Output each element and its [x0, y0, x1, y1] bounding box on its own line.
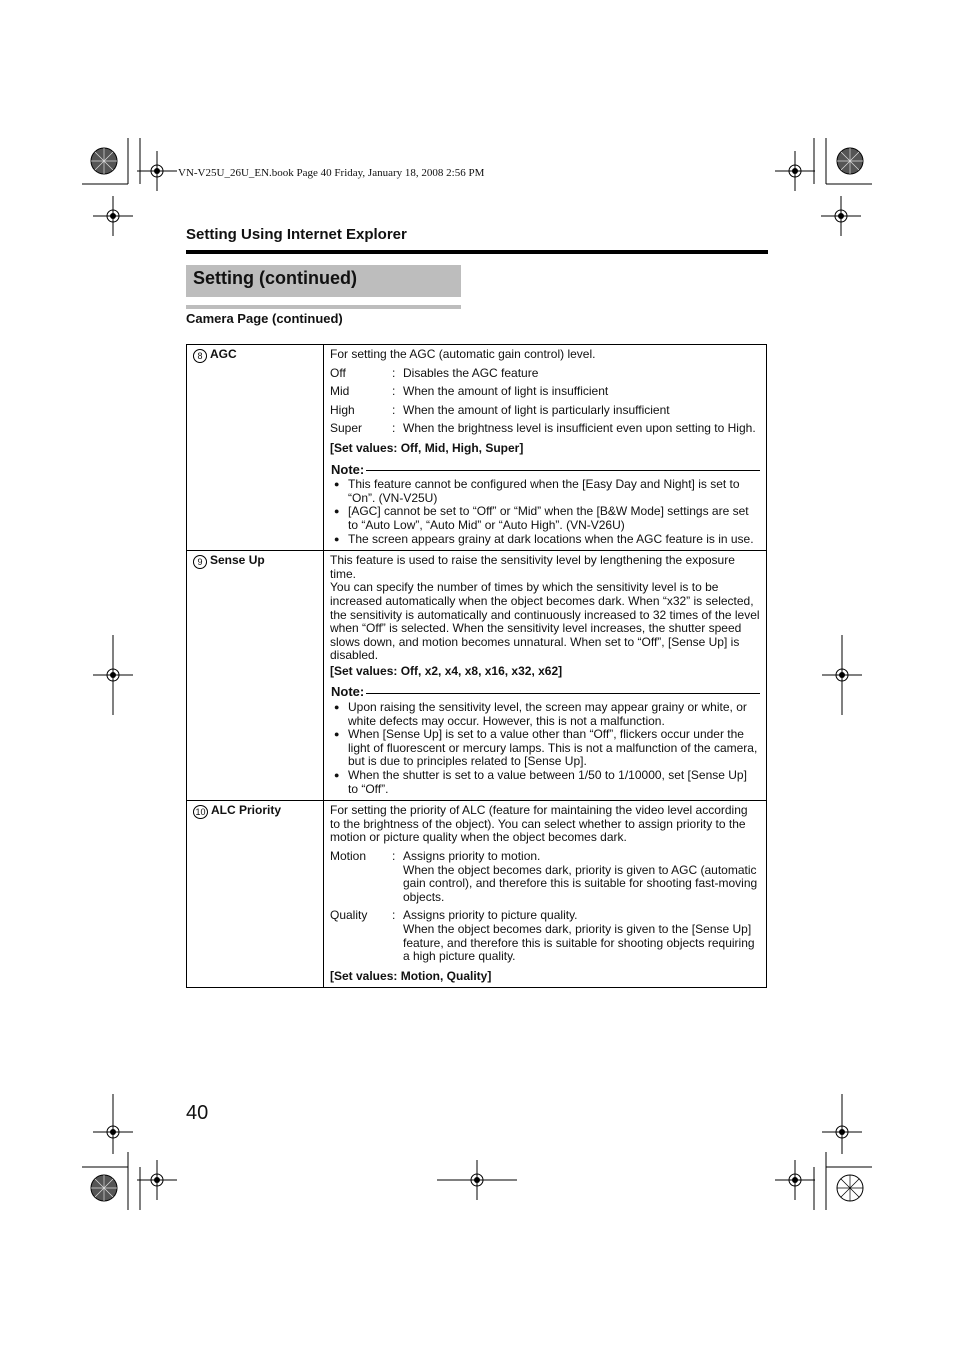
- item-number-badge: 8: [193, 349, 207, 363]
- table-row: [187, 551, 767, 801]
- book-info-line: VN-V25U_26U_EN.book Page 40 Friday, January 18, 2008 2:56 PM: [178, 167, 485, 179]
- title-underline: [186, 305, 461, 309]
- row-intro: This feature is used to raise the sensitivity level by lengthening the exposure time.: [330, 553, 735, 581]
- note-block: [330, 685, 760, 796]
- row-description-cell: [324, 345, 767, 551]
- row-label-cell: [187, 801, 324, 988]
- note-label: Note:: [331, 461, 365, 477]
- table-row: [187, 801, 767, 988]
- starburst-mark-icon: [836, 147, 864, 175]
- note-item: ● This feature cannot be configured when the [Easy Day and Night] is set to “On”. (VN-V25U): [330, 478, 760, 505]
- page-number: 40: [186, 1102, 209, 1124]
- row-description-cell: [324, 551, 767, 801]
- option-item: Super : When the brightness level is insufficient even upon setting to High.: [330, 421, 756, 436]
- set-values: [Set values: Off, Mid, High, Super]: [330, 440, 524, 455]
- section-heading: Setting Using Internet Explorer: [186, 226, 407, 243]
- registration-target-icon: [775, 151, 815, 191]
- row-label: AGC: [210, 347, 237, 361]
- row-label: ALC Priority: [211, 803, 282, 818]
- registration-target-icon: [93, 196, 133, 236]
- row-intro: For setting the AGC (automatic gain control) level.: [330, 347, 596, 361]
- starburst-mark-icon: [90, 147, 118, 175]
- option-item: Motion : Assigns priority to motion. When the object becomes dark, priority is given to AGC (automatic gain control), and therefore this is suitable for shooting fast-moving objects.: [330, 849, 758, 904]
- note-item: ● The screen appears grainy at dark locations when the AGC feature is in use.: [330, 533, 760, 547]
- table-row: [187, 345, 767, 551]
- registration-target-icon: [822, 1094, 862, 1154]
- starburst-mark-icon: [90, 1174, 118, 1202]
- option-item: Quality : Assigns priority to picture quality. When the object becomes dark, priority is given to the [Sense Up] feature, and therefore this is suitable for shooting objects requiring a high picture quality.: [330, 908, 755, 964]
- item-number-badge: 10: [193, 805, 208, 819]
- registration-target-icon: [821, 196, 861, 236]
- note-item: ● When the shutter is set to a value between 1/50 to 1/10000, set [Sense Up] to “Off”.: [330, 769, 760, 796]
- starburst-mark-icon: [836, 1174, 864, 1202]
- registration-target-icon: [822, 635, 862, 715]
- row-intro: For setting the priority of ALC (feature for maintaining the video level according to the brightness of the object). You can select whether to assign priority to the motion or picture quality when the object becomes dark.: [330, 803, 748, 845]
- note-block: [330, 463, 760, 547]
- option-item: High : When the amount of light is particularly insufficient: [330, 402, 670, 417]
- option-item: Off : Disables the AGC feature: [330, 365, 539, 380]
- registration-target-icon: [137, 1160, 177, 1200]
- option-item: Mid : When the amount of light is insufficient: [330, 384, 609, 399]
- settings-table: [186, 344, 767, 988]
- set-values: [Set values: Off, x2, x4, x8, x16, x32, x62]: [330, 663, 563, 678]
- subsection-heading: Camera Page (continued): [186, 311, 343, 326]
- item-number-badge: 9: [193, 555, 207, 569]
- note-item: ● [AGC] cannot be set to “Off” or “Mid” when the [B&W Mode] settings are set to “Auto Low”, “Auto Mid” or “Auto High”. (VN-V26U): [330, 505, 760, 532]
- page-title-box: [186, 265, 461, 297]
- row-label-cell: [187, 551, 324, 801]
- row-intro-detail: You can specify the number of times by which the sensitivity level is to be increased automatically when the object becomes dark. When “x32” is selected, the sensitivity is automatically and continuously increased to 32 times of the level when “Off” is selected. When the sensitivity level increases, the shutter speed slows down, and motion becomes unnatural. When set to “Off”, [Sense Up] is disabled.: [330, 580, 760, 663]
- row-label-cell: [187, 345, 324, 551]
- heading-rule: [186, 250, 768, 254]
- registration-target-icon: [437, 1160, 517, 1200]
- registration-target-icon: [775, 1160, 815, 1200]
- registration-target-icon: [93, 635, 133, 715]
- registration-target-icon: [93, 1094, 133, 1154]
- note-item: ● Upon raising the sensitivity level, the screen may appear grainy or white, or white defects may occur. However, this is not a malfunction.: [330, 701, 760, 728]
- note-item: ● When [Sense Up] is set to a value other than “Off”, flickers occur under the light of fluorescent or mercury lamps. This is not a malfunction of the camera, but is due to principles related to [Sense Up].: [330, 728, 760, 769]
- set-values: [Set values: Motion, Quality]: [330, 968, 492, 983]
- row-label: Sense Up: [210, 553, 265, 568]
- page-title: Setting (continued): [193, 268, 357, 288]
- note-label: Note:: [331, 684, 365, 700]
- registration-target-icon: [137, 151, 177, 191]
- row-description-cell: [324, 801, 767, 988]
